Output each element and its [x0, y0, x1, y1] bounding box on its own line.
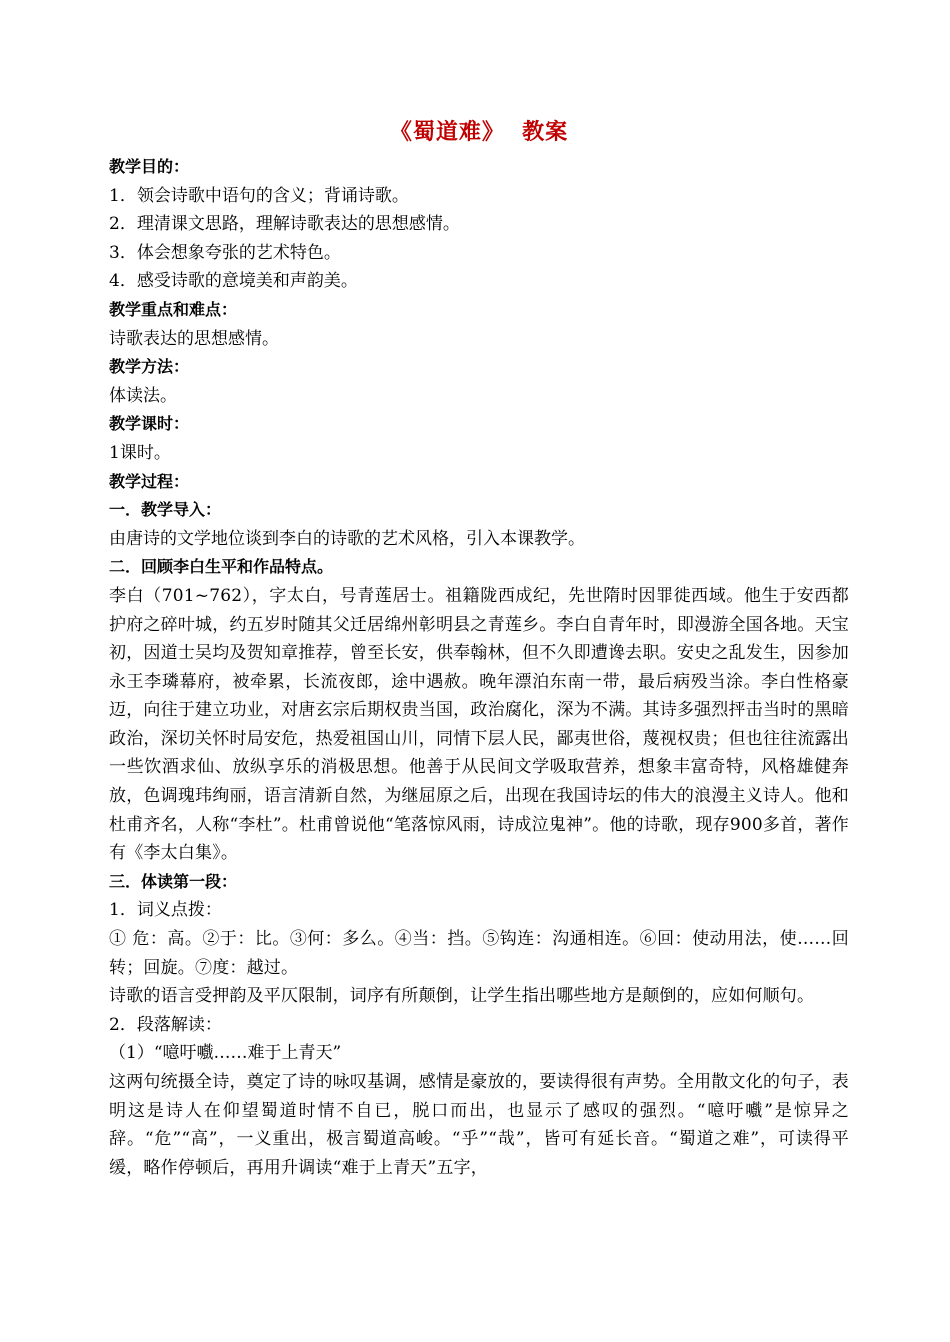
text-line: 2．段落解读：: [109, 1014, 222, 1035]
text-line: 2．理清课文思路，理解诗歌表达的思想感情。: [109, 214, 460, 235]
text-line: （1）“噫吁嚱……难于上青天”: [109, 1043, 342, 1064]
text-line: 4．感受诗歌的意境美和声韵美。: [109, 271, 358, 292]
section-heading: 二．回顾李白生平和作品特点。: [109, 557, 334, 577]
paragraph: ① 危：高。②于：比。③何：多么。④当：挡。⑤钩连：沟通相连。⑥回：使动用法，使……回转；回旋。⑦度：越过。: [109, 929, 849, 978]
section-heading: 教学方法：: [109, 357, 190, 377]
section-heading: 教学过程：: [109, 471, 190, 491]
document-page: [109, 116, 849, 1182]
text-line: 1．词义点拨：: [109, 900, 222, 921]
text-line: 1课时。: [109, 442, 171, 463]
section-heading: 三．体读第一段：: [109, 871, 238, 891]
document-title: 《蜀道难》 教案: [389, 120, 569, 145]
text-line: 体读法。: [109, 385, 177, 406]
text-line: 由唐诗的文学地位谈到李白的诗歌的艺术风格，引入本课教学。: [109, 528, 585, 549]
section-heading: 教学课时：: [109, 414, 190, 434]
text-line: 诗歌表达的思想感情。: [109, 328, 279, 349]
section-heading: 教学重点和难点：: [109, 299, 238, 319]
paragraph: 这两句统摄全诗，奠定了诗的咏叹基调，感情是豪放的，要读得很有声势。全用散文化的句子，表明这是诗人在仰望蜀道时情不自已，脱口而出，也显示了感叹的强烈。“噫吁嚱”是惊异之辞。“危”“高”，一义重出，极言蜀道高峻。“乎”“哉”，皆可有延长音。“蜀道之难”，可读得平缓，略作停顿后，再用升调读“难于上青天”五字，: [109, 1072, 849, 1178]
paragraph: 诗歌的语言受押韵及平仄限制，词序有所颠倒，让学生指出哪些地方是颠倒的，应如何顺句。: [109, 986, 815, 1007]
section-heading: 一．教学导入：: [109, 500, 222, 520]
paragraph: 李白（701~762），字太白，号青莲居士。祖籍陇西成纪，先世隋时因罪徙西域。他生于安西都护府之碎叶城，约五岁时随其父迁居绵州彰明县之青莲乡。李白自青年时，即漫游全国各地。天宝初，因道士吴均及贺知章推荐，曾至长安，供奉翰林，但不久即遭谗去职。安史之乱发生，因参加永王李璘幕府，被牵累，长流夜郎，途中遇赦。晚年漂泊东南一带，最后病殁当涂。李白性格豪迈，向往于建立功业，对唐玄宗后期权贵当国，政治腐化，深为不满。其诗多强烈抨击当时的黑暗政治，深切关怀时局安危，热爱祖国山川，同情下层人民，鄙夷世俗，蔑视权贵；但也往往流露出一些饮酒求仙、放纵享乐的消极思想。他善于从民间文学吸取营养，想象丰富奇特，风格雄健奔放，色调瑰玮绚丽，语言清新自然，为继屈原之后，出现在我国诗坛的伟大的浪漫主义诗人。他和杜甫齐名，人称“李杜”。杜甫曾说他“笔落惊风雨，诗成泣鬼神”。他的诗歌，现存900多首，著作有《李太白集》。: [109, 585, 849, 864]
document-body: [109, 153, 849, 1182]
text-line: 3．体会想象夸张的艺术特色。: [109, 242, 341, 263]
text-line: 1．领会诗歌中语句的含义；背诵诗歌。: [109, 185, 409, 206]
section-heading: 教学目的：: [109, 157, 190, 176]
